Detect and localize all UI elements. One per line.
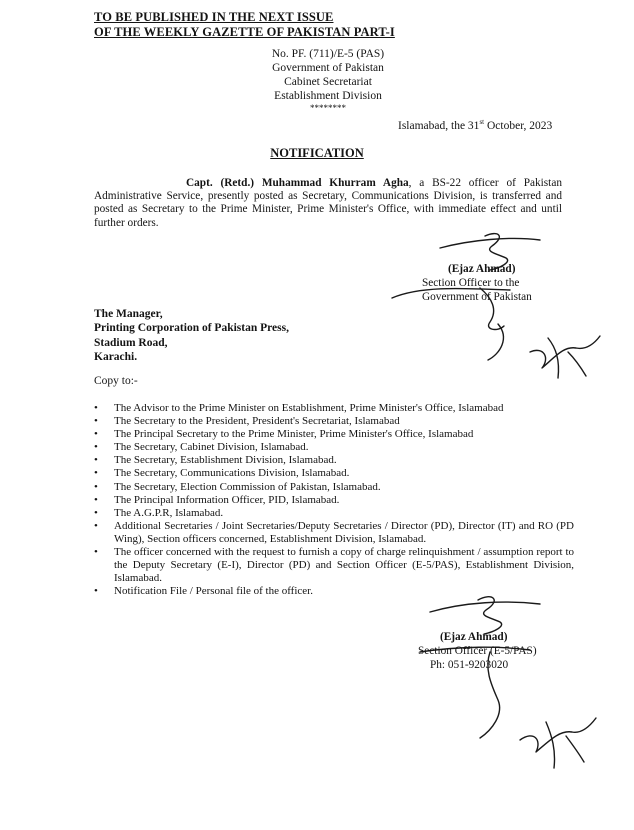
signatory-designation-1a: Section Officer to the xyxy=(422,277,520,289)
copy-list-item-text: The Secretary, Establishment Division, Islamabad. xyxy=(114,454,337,467)
copy-list-item xyxy=(94,481,574,494)
copy-list-item xyxy=(94,507,574,520)
bullet-icon: • xyxy=(94,493,98,506)
signatory-name-1: (Ejaz Ahmad) xyxy=(448,263,516,275)
government-line: Government of Pakistan xyxy=(272,62,384,74)
copy-list xyxy=(94,402,574,598)
copy-list-item xyxy=(94,467,574,480)
signatory-designation-1b: Government of Pakistan xyxy=(422,291,532,303)
addressee-line-3: Stadium Road, xyxy=(94,336,168,349)
gazette-header-line-2: OF THE WEEKLY GAZETTE OF PAKISTAN PART-I xyxy=(94,25,395,39)
secretariat-line: Cabinet Secretariat xyxy=(284,76,372,88)
bullet-icon: • xyxy=(94,415,98,428)
date-suffix: st xyxy=(479,118,485,126)
reference-block xyxy=(228,47,428,113)
copy-list-item xyxy=(94,454,574,467)
date-rest: October, 2023 xyxy=(484,119,553,132)
copy-list-item xyxy=(94,415,574,428)
issue-date xyxy=(398,118,552,132)
copy-list-item xyxy=(94,402,574,415)
signatory-name-2: (Ejaz Ahmad) xyxy=(440,631,508,643)
copy-list-item-text: The Secretary, Election Commission of Pakistan, Islamabad. xyxy=(114,480,381,493)
copy-list-item xyxy=(94,546,574,585)
copy-list-item-text: The A.G.P.R, Islamabad. xyxy=(114,506,224,519)
notification-title: NOTIFICATION xyxy=(270,146,364,160)
officer-name: Capt. (Retd.) Muhammad Khurram Agha xyxy=(186,177,409,189)
notification-body xyxy=(94,177,562,230)
gazette-header-line-1: TO BE PUBLISHED IN THE NEXT ISSUE xyxy=(94,10,334,24)
copy-list-item-text: The Secretary to the President, President's Secretariat, Islamabad xyxy=(114,415,400,428)
addressee-block xyxy=(94,307,289,364)
addressee-line-4: Karachi. xyxy=(94,350,138,363)
bullet-icon: • xyxy=(94,480,98,493)
signatory-designation-2: Section Officer (E-5/PAS) xyxy=(418,645,537,657)
bullet-icon: • xyxy=(94,585,98,598)
copy-list-item-text: The Principal Secretary to the Prime Minister, Prime Minister's Office, Islamabad xyxy=(114,428,474,441)
bullet-icon: • xyxy=(94,467,98,480)
file-number: No. PF. (711)/E-5 (PAS) xyxy=(271,48,385,60)
signature-2-scribble xyxy=(380,590,610,780)
notification-text: , a BS-22 officer of Pakistan Administrative Service, presently posted as Secretary, Communications Division, is transferred and posted as Secretary to the Prime Minister, Prime Minister's Office, with immediate effect and until further orders. xyxy=(94,177,562,229)
signature-1-scribble xyxy=(380,228,610,388)
bullet-icon: • xyxy=(94,506,98,519)
copy-list-item-text: The Principal Information Officer, PID, Islamabad. xyxy=(114,493,340,506)
copy-list-item xyxy=(94,520,574,546)
signature-2-block xyxy=(418,630,537,672)
addressee-line-2: Printing Corporation of Pakistan Press, xyxy=(94,322,289,335)
bullet-icon: • xyxy=(94,546,98,559)
copy-list-item-text: Notification File / Personal file of the officer. xyxy=(114,585,313,598)
copy-list-item xyxy=(94,494,574,507)
addressee-line-1: The Manager, xyxy=(94,308,163,320)
copy-list-item-text: The Advisor to the Prime Minister on Establishment, Prime Minister's Office, Islamabad xyxy=(114,402,504,414)
bullet-icon: • xyxy=(94,402,98,414)
bullet-icon: • xyxy=(94,519,98,532)
copy-list-item-text: The Secretary, Communications Division, Islamabad. xyxy=(114,467,350,480)
copy-to-label: Copy to:- xyxy=(94,375,138,387)
bullet-icon: • xyxy=(94,428,98,441)
stars-line: ******** xyxy=(310,103,346,113)
bullet-icon: • xyxy=(94,454,98,467)
signatory-phone-2: Ph: 051-9203020 xyxy=(430,659,509,671)
division-line: Establishment Division xyxy=(274,90,382,102)
copy-list-item-text: Additional Secretaries / Joint Secretaries/Deputy Secretaries / Director (PD), Director (IT) and RO (PD Wing), Section officers concerned, Establishment Division, Islamabad. xyxy=(114,519,574,545)
signature-1-block xyxy=(422,262,532,304)
bullet-icon: • xyxy=(94,441,98,454)
copy-list-item xyxy=(94,428,574,441)
copy-list-item-text: The Secretary, Cabinet Division, Islamabad. xyxy=(114,441,309,454)
copy-list-item xyxy=(94,441,574,454)
date-prefix: Islamabad, the 31 xyxy=(398,119,480,132)
copy-list-item-text: The officer concerned with the request to furnish a copy of charge relinquishment / assumption report to the Deputy Secretary (E-I), Director (PD) and Section Officer (E-5/PAS), Establishment Division, Islamabad. xyxy=(114,546,574,585)
